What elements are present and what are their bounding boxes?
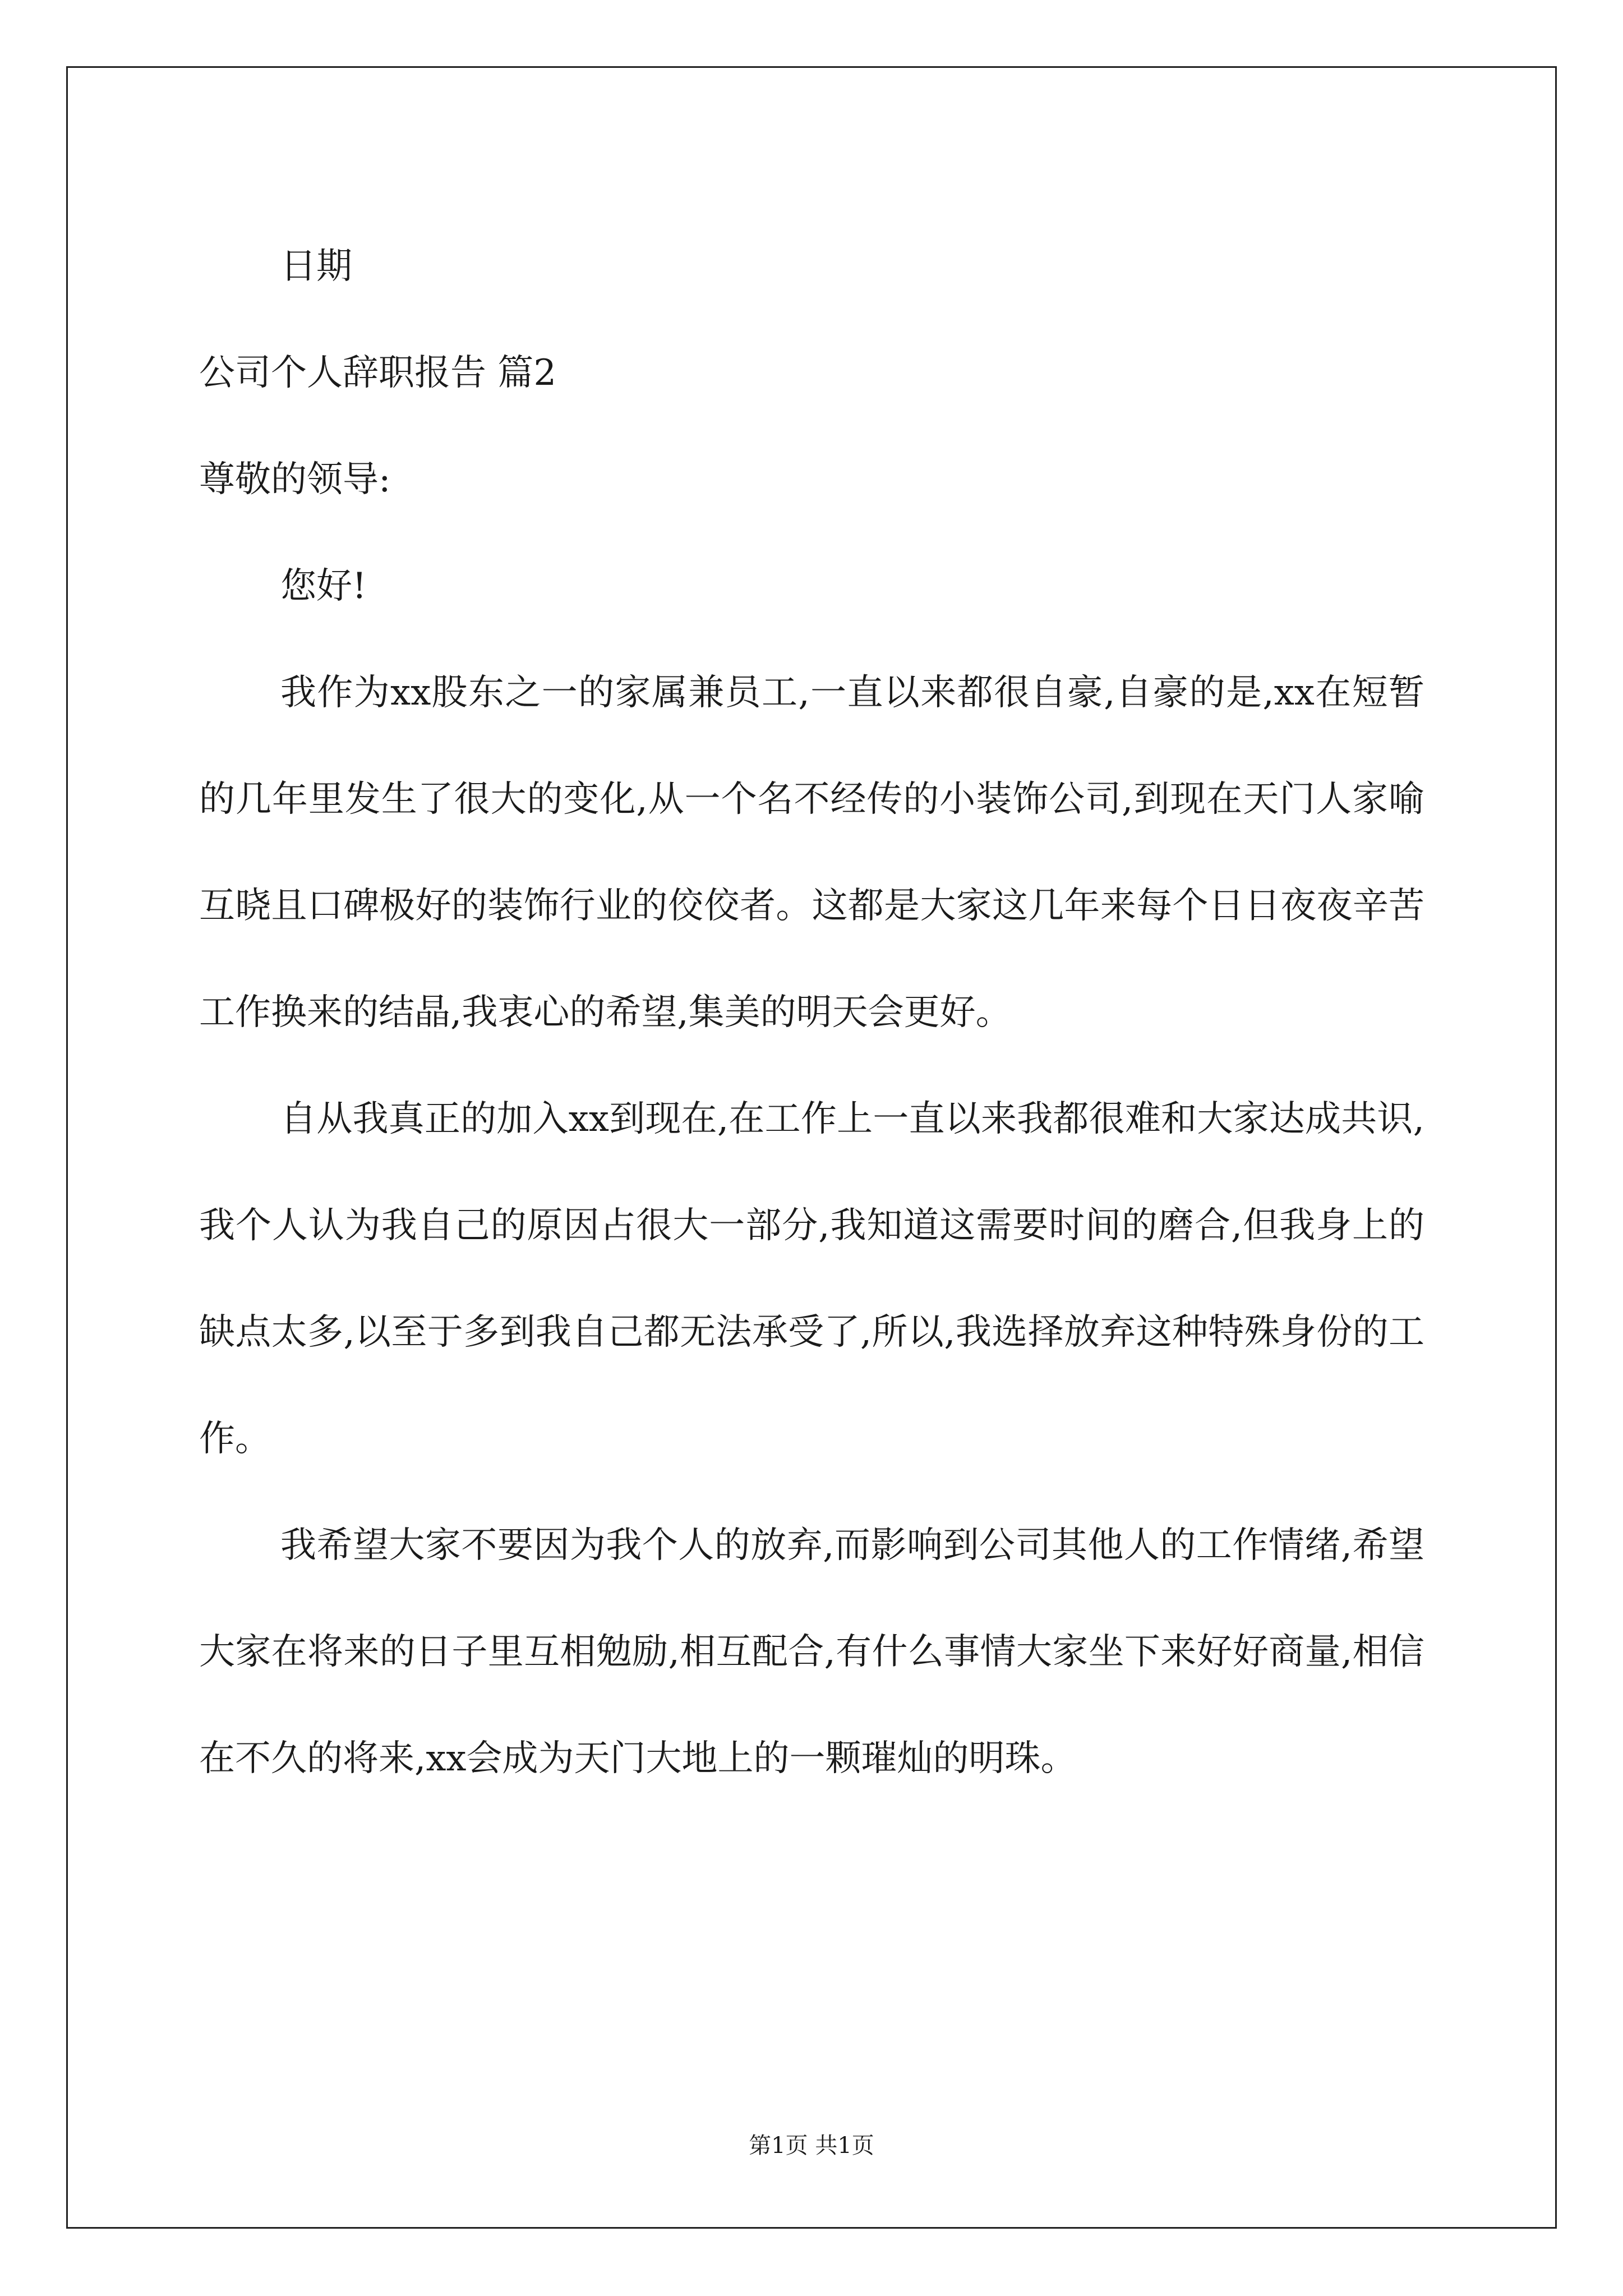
greeting: 您好! xyxy=(280,565,367,607)
paragraph-2: 自从我真正的加入xx到现在,在工作上一直以来我都很难和大家达成共识,我个人认为我自己的原因占很大一部分,我知道这需要时间的磨合,但我身上的缺点太多,以至于多到我自己都无法承受了,所以,我选择放弃这种特殊身份的工作。 xyxy=(199,1098,1424,1460)
paragraph-3: 我希望大家不要因为我个人的放弃,而影响到公司其他人的工作情绪,希望大家在将来的日子里互相勉励,相互配合,有什么事情大家坐下来好好商量,相信在不久的将来,xx会成为天门大地上的一颗璀灿的明珠。 xyxy=(199,1525,1424,1779)
date-label: 日期 xyxy=(280,246,352,287)
document-body xyxy=(199,213,1424,1812)
page-footer: 第1页 共1页 xyxy=(749,2133,874,2159)
salutation: 尊敬的领导: xyxy=(199,459,391,500)
paragraph-1: 我作为xx股东之一的家属兼员工,一直以来都很自豪,自豪的是,xx在短暂的几年里发生了很大的变化,从一个名不经传的小装饰公司,到现在天门人家喻互晓且口碑极好的装饰行业的佼佼者。这都是大家这几年来每个日日夜夜辛苦工作换来的结晶,我衷心的希望,集美的明天会更好。 xyxy=(199,672,1424,1033)
document-title: 公司个人辞职报告 篇2 xyxy=(199,352,557,394)
